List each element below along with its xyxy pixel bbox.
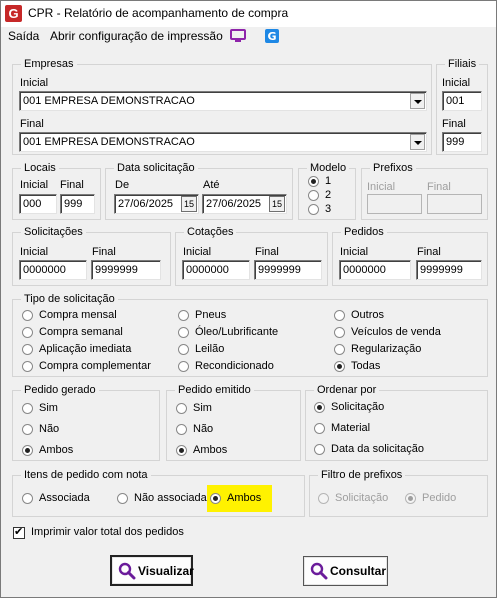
data-de-label: De bbox=[115, 179, 130, 191]
radio-dot bbox=[314, 402, 325, 413]
tipo-option-label: Óleo/Lubrificante bbox=[195, 326, 279, 338]
radio-dot bbox=[314, 444, 325, 455]
pedido-emitido-option-label: Ambos bbox=[193, 444, 228, 456]
tipo-option-label: Compra complementar bbox=[39, 360, 151, 372]
radio-dot bbox=[22, 445, 33, 456]
locais-inicial-label: Inicial bbox=[20, 179, 49, 191]
data-de-value: 27/06/2025 bbox=[118, 198, 174, 210]
radio-dot bbox=[22, 327, 33, 338]
radio-dot bbox=[22, 424, 33, 435]
group-tipo-title: Tipo de solicitação bbox=[21, 292, 118, 306]
imprimir-total-checkbox[interactable] bbox=[13, 527, 25, 539]
filiais-final-label: Final bbox=[442, 118, 466, 130]
visualizar-button[interactable] bbox=[110, 555, 193, 586]
group-pedidos-title: Pedidos bbox=[341, 225, 387, 239]
tipo-option-label: Leilão bbox=[195, 343, 225, 355]
radio-dot bbox=[22, 403, 33, 414]
radio-dot bbox=[334, 344, 345, 355]
solicitacoes-inicial-label: Inicial bbox=[20, 246, 49, 258]
consultar-button[interactable] bbox=[303, 556, 388, 586]
pedidos-inicial-label: Inicial bbox=[340, 246, 369, 258]
calendar-icon[interactable]: 15 bbox=[181, 196, 197, 212]
group-tipo-solicitacao bbox=[12, 293, 488, 377]
cotacoes-final-label: Final bbox=[255, 246, 279, 258]
radio-dot bbox=[22, 310, 33, 321]
group-empresas-title: Empresas bbox=[21, 57, 77, 71]
radio-dot bbox=[176, 403, 187, 414]
data-ate-value: 27/06/2025 bbox=[206, 198, 262, 210]
prefixos-final-label: Final bbox=[427, 181, 451, 193]
itens-nota-option-label: Ambos bbox=[227, 492, 262, 504]
radio-dot bbox=[334, 310, 345, 321]
prefixos-inicial-field bbox=[367, 194, 422, 214]
tipo-option-label: Veículos de venda bbox=[351, 326, 441, 338]
app-badge-icon[interactable] bbox=[264, 28, 280, 44]
radio-dot bbox=[334, 327, 345, 338]
menu-print-config[interactable]: Abrir configuração de impressão bbox=[50, 29, 223, 43]
pedido-gerado-option-label: Sim bbox=[39, 402, 58, 414]
radio-dot bbox=[318, 493, 329, 504]
itens-nota-option-label: Não associada bbox=[134, 492, 207, 504]
locais-inicial-field[interactable]: 000 bbox=[19, 194, 57, 214]
tipo-option-label: Compra mensal bbox=[39, 309, 117, 321]
tipo-option-label: Aplicação imediata bbox=[39, 343, 132, 355]
chevron-down-icon[interactable] bbox=[410, 134, 425, 150]
group-filiais-title: Filiais bbox=[445, 57, 479, 71]
cotacoes-final-field[interactable]: 9999999 bbox=[254, 260, 322, 280]
radio-dot bbox=[308, 204, 319, 215]
radio-dot bbox=[178, 327, 189, 338]
radio-dot bbox=[178, 310, 189, 321]
tipo-option-label: Todas bbox=[351, 360, 381, 372]
modelo-option-label: 1 bbox=[325, 175, 332, 187]
group-cotacoes bbox=[175, 226, 328, 286]
modelo-option-label: 3 bbox=[325, 203, 332, 215]
empresas-inicial-label: Inicial bbox=[20, 77, 49, 89]
data-ate-field[interactable] bbox=[202, 194, 287, 214]
title-bar bbox=[1, 1, 496, 27]
ordenar-option-label: Solicitação bbox=[331, 401, 385, 413]
group-cotacoes-title: Cotações bbox=[184, 225, 236, 239]
pedido-emitido-option-label: Sim bbox=[193, 402, 212, 414]
group-itens-nota-title: Itens de pedido com nota bbox=[21, 468, 151, 482]
locais-final-label: Final bbox=[60, 179, 84, 191]
modelo-option-label: 2 bbox=[325, 189, 332, 201]
menu-exit[interactable]: Saída bbox=[8, 29, 40, 43]
radio-dot bbox=[314, 423, 325, 434]
radio-dot bbox=[176, 424, 187, 435]
prefixos-final-field bbox=[427, 194, 482, 214]
svg-text:G: G bbox=[267, 30, 277, 43]
radio-dot bbox=[308, 176, 319, 187]
group-pedido-gerado-title: Pedido gerado bbox=[21, 383, 99, 397]
visualizar-label: Visualizar bbox=[138, 564, 194, 578]
empresas-inicial-value: 001 EMPRESA DEMONSTRACAO bbox=[23, 95, 195, 107]
group-locais bbox=[12, 162, 101, 220]
cotacoes-inicial-label: Inicial bbox=[183, 246, 212, 258]
group-prefixos bbox=[361, 162, 488, 220]
group-solicitacoes bbox=[12, 226, 171, 286]
group-filtro-prefixos bbox=[309, 469, 488, 517]
group-empresas bbox=[12, 58, 432, 155]
filiais-inicial-label: Inicial bbox=[442, 77, 471, 89]
group-pedido-emitido bbox=[166, 384, 301, 461]
radio-dot bbox=[334, 361, 345, 372]
group-ordenar-por bbox=[305, 384, 488, 461]
group-data-title: Data solicitação bbox=[114, 161, 198, 175]
search-icon bbox=[118, 562, 136, 580]
group-data-solicitacao bbox=[105, 162, 293, 220]
tipo-option-label: Compra semanal bbox=[39, 326, 123, 338]
radio-dot bbox=[178, 344, 189, 355]
ordenar-option-label: Material bbox=[331, 422, 371, 434]
radio-dot bbox=[176, 445, 187, 456]
filtro-option-label: Solicitação bbox=[335, 492, 389, 504]
radio-dot bbox=[210, 493, 221, 504]
tipo-option-label: Outros bbox=[351, 309, 385, 321]
group-pedido-emitido-title: Pedido emitido bbox=[175, 383, 254, 397]
radio-dot bbox=[22, 493, 33, 504]
tipo-option-label: Regularização bbox=[351, 343, 422, 355]
group-filiais bbox=[436, 58, 488, 155]
filiais-inicial-field[interactable]: 001 bbox=[442, 91, 482, 111]
menu-bar bbox=[1, 27, 496, 47]
prefixos-inicial-label: Inicial bbox=[367, 181, 396, 193]
search-icon bbox=[310, 562, 328, 580]
pedidos-inicial-field[interactable]: 0000000 bbox=[339, 260, 411, 280]
pedidos-final-label: Final bbox=[417, 246, 441, 258]
itens-nota-option-label: Associada bbox=[39, 492, 90, 504]
consultar-label: Consultar bbox=[330, 564, 387, 578]
filiais-final-field[interactable]: 999 bbox=[442, 132, 482, 152]
group-prefixos-title: Prefixos bbox=[370, 161, 416, 175]
radio-dot bbox=[117, 493, 128, 504]
radio-dot bbox=[178, 361, 189, 372]
group-pedidos bbox=[332, 226, 488, 286]
group-modelo bbox=[298, 162, 356, 220]
data-ate-label: Até bbox=[203, 179, 220, 191]
empresas-final-select[interactable] bbox=[19, 132, 427, 152]
solicitacoes-final-field[interactable]: 9999999 bbox=[91, 260, 161, 280]
group-pedido-gerado bbox=[12, 384, 160, 461]
data-de-field[interactable] bbox=[114, 194, 199, 214]
group-solicitacoes-title: Solicitações bbox=[21, 225, 86, 239]
group-filtro-title: Filtro de prefixos bbox=[318, 468, 405, 482]
filtro-option-label: Pedido bbox=[422, 492, 457, 504]
pedido-emitido-option-label: Não bbox=[193, 423, 214, 435]
solicitacoes-final-label: Final bbox=[92, 246, 116, 258]
monitor-icon[interactable] bbox=[230, 28, 246, 44]
window-title: CPR - Relatório de acompanhamento de compra bbox=[28, 6, 289, 20]
chevron-down-icon[interactable] bbox=[410, 93, 425, 109]
imprimir-total-label[interactable]: Imprimir valor total dos pedidos bbox=[31, 526, 184, 538]
group-ordenar-title: Ordenar por bbox=[314, 383, 379, 397]
pedido-gerado-option-label: Ambos bbox=[39, 444, 74, 456]
ordenar-option-label: Data da solicitação bbox=[331, 443, 424, 455]
tipo-option-label: Recondicionado bbox=[195, 360, 274, 372]
empresas-final-label: Final bbox=[20, 118, 44, 130]
locais-final-field[interactable]: 999 bbox=[60, 194, 95, 214]
radio-dot bbox=[22, 361, 33, 372]
empresas-inicial-select[interactable] bbox=[19, 91, 427, 111]
group-itens-nota bbox=[12, 469, 305, 517]
empresas-final-value: 001 EMPRESA DEMONSTRACAO bbox=[23, 136, 195, 148]
pedido-gerado-option-label: Não bbox=[39, 423, 60, 435]
radio-dot bbox=[308, 190, 319, 201]
group-locais-title: Locais bbox=[21, 161, 59, 175]
solicitacoes-inicial-field[interactable]: 0000000 bbox=[19, 260, 87, 280]
calendar-icon[interactable]: 15 bbox=[269, 196, 285, 212]
app-logo-icon: G bbox=[5, 5, 22, 22]
group-modelo-title: Modelo bbox=[307, 161, 349, 175]
radio-dot bbox=[405, 493, 416, 504]
tipo-option-label: Pneus bbox=[195, 309, 227, 321]
radio-dot bbox=[22, 344, 33, 355]
pedidos-final-field[interactable]: 9999999 bbox=[416, 260, 482, 280]
cotacoes-inicial-field[interactable]: 0000000 bbox=[182, 260, 250, 280]
